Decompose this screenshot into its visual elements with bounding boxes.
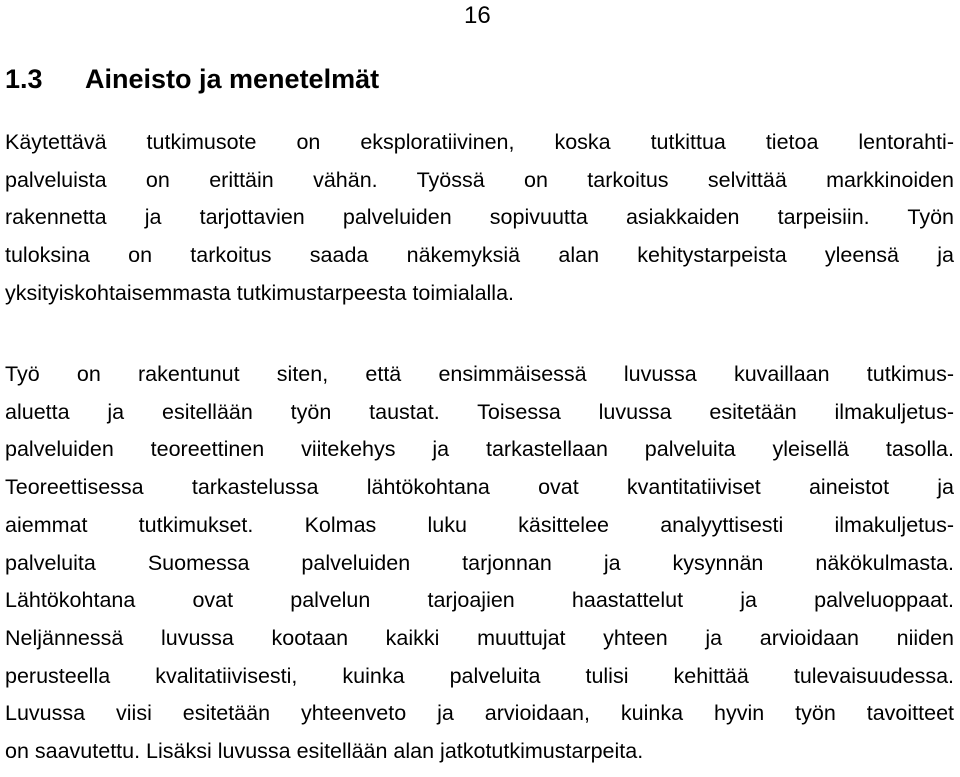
text-line: Teoreettisessa tarkastelussa lähtökohtana ovat kvantitatiiviset aineistot ja <box>5 475 954 500</box>
section-number: 1.3 <box>5 64 43 94</box>
paragraph-1 <box>5 124 954 313</box>
text-line: Lähtökohtana ovat palvelun tarjoajien haastattelut ja palveluoppaat. <box>5 588 954 613</box>
section-title: Aineisto ja menetelmät <box>85 64 380 94</box>
text-line: Työ on rakentunut siten, että ensimmäisessä luvussa kuvaillaan tutkimus- <box>5 362 954 386</box>
section-heading <box>5 62 379 96</box>
text-line: palveluista on erittäin vähän. Työssä on tarkoitus selvittää markkinoiden <box>5 167 954 192</box>
text-line: Käytettävä tutkimusote on eksploratiivinen, koska tutkittua tietoa lentorahti- <box>5 130 954 154</box>
text-line: tuloksina on tarkoitus saada näkemyksiä alan kehitystarpeista yleensä ja <box>5 243 954 268</box>
text-line: on saavutettu. Lisäksi luvussa esitellään alan jatkotutkimustarpeita. <box>5 739 644 764</box>
paragraph-2 <box>5 356 954 771</box>
text-line: aluetta ja esitellään työn taustat. Toisessa luvussa esitetään ilmakuljetus- <box>5 399 954 424</box>
page-number: 16 <box>464 2 491 29</box>
text-line: yksityiskohtaisemmasta tutkimustarpeesta toimialalla. <box>5 280 515 305</box>
text-line: palveluiden teoreettinen viitekehys ja tarkastellaan palveluita yleisellä tasolla. <box>5 437 954 462</box>
text-line: Luvussa viisi esitetään yhteenveto ja arvioidaan, kuinka hyvin työn tavoitteet <box>5 701 954 726</box>
text-line: rakennetta ja tarjottavien palveluiden sopivuutta asiakkaiden tarpeisiin. Työn <box>5 205 954 230</box>
text-line: Neljännessä luvussa kootaan kaikki muuttujat yhteen ja arvioidaan niiden <box>5 625 954 650</box>
text-line: aiemmat tutkimukset. Kolmas luku käsittelee analyyttisesti ilmakuljetus- <box>5 512 954 537</box>
text-line: palveluita Suomessa palveluiden tarjonnan ja kysynnän näkökulmasta. <box>5 550 954 575</box>
text-line: perusteella kvalitatiivisesti, kuinka palveluita tulisi kehittää tulevaisuudessa. <box>5 663 954 688</box>
